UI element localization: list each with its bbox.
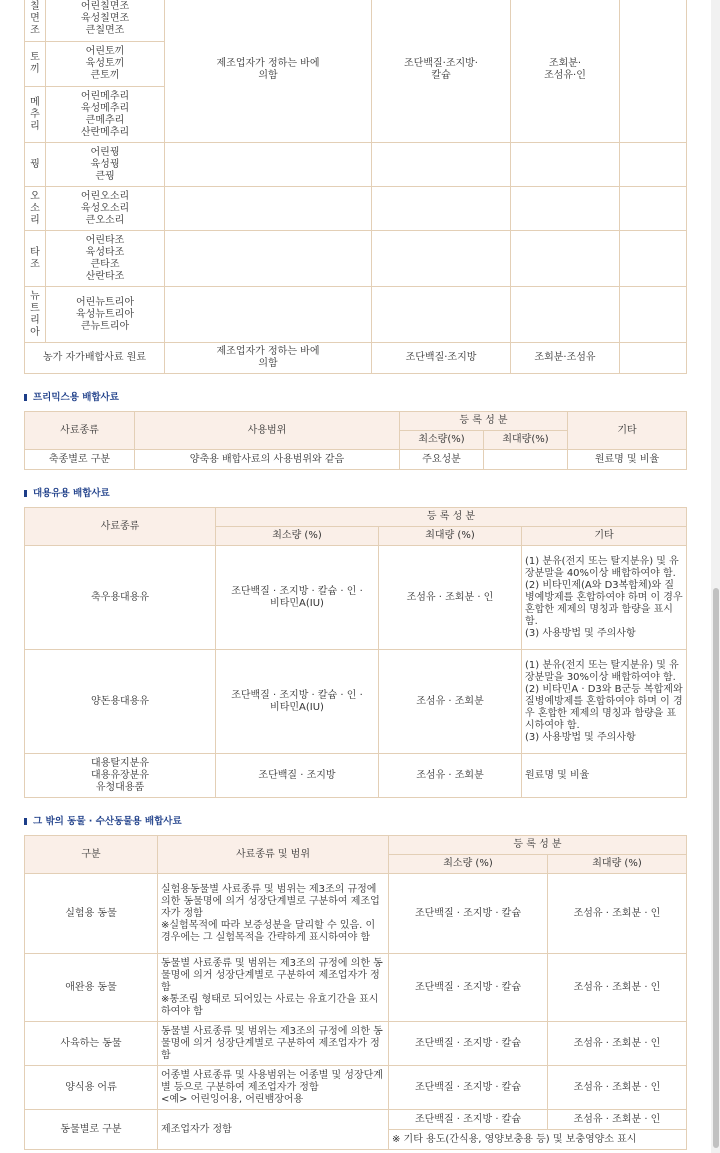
other-cell xyxy=(620,0,687,143)
scrollbar-thumb[interactable] xyxy=(713,588,719,1148)
header-registered: 등 록 성 분 xyxy=(216,508,687,527)
header-min: 최소량(%) xyxy=(400,431,484,450)
bullet-square-icon xyxy=(24,818,27,825)
etc-cell: (1) 분유(전지 또는 탈지분유) 및 유장분말을 30%이상 배합하여야 함. (2) 비타민A · D3와 B군등 복합제와 질병예방제를 혼합하여야 하며 이 경우 혼합한 제제의 명칭과 함량을 표시하여야 함. (3) 사용방법 및 주의사항 xyxy=(522,650,687,754)
header-registered: 등 록 성 분 xyxy=(400,412,568,431)
etc-cell: 원료명 및 비율 xyxy=(568,450,687,470)
division-cell: 애완용 동물 xyxy=(25,954,158,1022)
item-list: 어린칠면조 육성칠면조 큰칠면조 xyxy=(46,0,165,42)
header-type: 사료종류 xyxy=(25,508,216,546)
milk-replacer-table xyxy=(24,507,687,798)
min-cell: 조단백질 · 조지방 · 칼슘 xyxy=(389,1066,548,1110)
header-max: 최대량(%) xyxy=(484,431,568,450)
animal-name: 꿩 xyxy=(25,143,46,187)
max-cell: 조섬유 · 조회분 · 인 xyxy=(379,546,522,650)
table-row xyxy=(25,546,687,650)
item-list: 어린토끼 육성토끼 큰토끼 xyxy=(46,42,165,87)
type-cell: 축종별로 구분 xyxy=(25,450,135,470)
min-cell: 조단백질 · 조지방 · 칼슘 xyxy=(389,1022,548,1066)
min-cell: 조단백질 · 조지방 · 칼슘 · 인 · 비타민A(IU) xyxy=(216,546,379,650)
item-list: 어린뉴트리아 육성뉴트리아 큰뉴트리아 xyxy=(46,287,165,343)
division-cell: 사육하는 동물 xyxy=(25,1022,158,1066)
note-cell: ※ 기타 용도(간식용, 영양보충용 등) 및 보충영양소 표시 xyxy=(389,1130,687,1150)
min-cell: 주요성분 xyxy=(400,450,484,470)
type-cell: 실험용동물별 사료종류 및 범위는 제3조의 규정에 의한 동물명에 의거 성장단계별로 구분하여 제조업자가 정함 ※실험목적에 따라 보증성분을 달리할 수 있음. 이 경우에는 그 실험목적을 간략하게 표시하여야 함 xyxy=(158,874,389,954)
type-cell: 양돈용대용유 xyxy=(25,650,216,754)
max-cell: 조섬유 · 조회분 xyxy=(379,754,522,798)
max-cell: 조섬유 · 조회분 · 인 xyxy=(548,874,687,954)
max-cell: 조섬유 · 조회분 · 인 xyxy=(548,954,687,1022)
bullet-square-icon xyxy=(24,490,27,497)
table-row xyxy=(25,1022,687,1066)
table-row xyxy=(25,187,687,231)
table-row xyxy=(25,650,687,754)
type-cell: 어종별 사료종류 및 사용범위는 어종별 및 성장단계별 등으로 구분하여 제조업자가 정함 <예> 어린잉어용, 어린뱀장어용 xyxy=(158,1066,389,1110)
min-cell: 조단백질 · 조지방 xyxy=(216,754,379,798)
animal-name: 타 조 xyxy=(25,231,46,287)
bullet-square-icon xyxy=(24,394,27,401)
usage-scope: 제조업자가 정하는 바에 의함 xyxy=(165,343,372,374)
etc-cell: (1) 분유(전지 또는 탈지분유) 및 유장분말을 40%이상 배합하여야 함. (2) 비타민제(A와 D3복합체)와 질병예방제를 혼합하여야 하며 이 경우 혼합한 제제의 명칭과 함량을 표시함. (3) 사용방법 및 주의사항 xyxy=(522,546,687,650)
usage-scope: 제조업자가 정하는 바에 의함 xyxy=(165,0,372,143)
table-row xyxy=(25,343,687,374)
min-components: 조단백질·조지방· 칼슘 xyxy=(372,0,511,143)
section-title-other-animals: 그 밖의 동물 · 수산동물용 배합사료 xyxy=(24,814,686,829)
item-list: 어린꿩 육성꿩 큰꿩 xyxy=(46,143,165,187)
division-cell: 실험용 동물 xyxy=(25,874,158,954)
type-cell: 대용탈지분유 대용유장분유 유청대용품 xyxy=(25,754,216,798)
min-cell: 조단백질 · 조지방 · 칼슘 xyxy=(389,954,548,1022)
item-list: 어린타조 육성타조 큰타조 산란타조 xyxy=(46,231,165,287)
animal-name: 토 끼 xyxy=(25,42,46,87)
page-content xyxy=(24,0,686,1150)
animal-name: 메 추 리 xyxy=(25,87,46,143)
min-cell: 조단백질 · 조지방 · 칼슘 xyxy=(389,1110,548,1130)
table-row xyxy=(25,754,687,798)
header-etc: 기타 xyxy=(522,527,687,546)
farm-label: 농가 자가배합사료 원료 xyxy=(25,343,165,374)
min-cell: 조단백질 · 조지방 · 칼슘 xyxy=(389,874,548,954)
header-min: 최소량 (%) xyxy=(389,855,548,874)
section-title-premix: 프리믹스용 배합사료 xyxy=(24,390,686,405)
max-components: 조회분· 조섬유·인 xyxy=(511,0,620,143)
table-row xyxy=(25,1066,687,1110)
max-components: 조회분·조섬유 xyxy=(511,343,620,374)
table-row xyxy=(25,874,687,954)
max-cell: 조섬유 · 조회분 · 인 xyxy=(548,1022,687,1066)
max-cell xyxy=(484,450,568,470)
table-row xyxy=(25,143,687,187)
scope-cell: 양축용 배합사료의 사용범위와 같음 xyxy=(135,450,400,470)
min-components: 조단백질·조지방 xyxy=(372,343,511,374)
header-type: 사료종류 및 범위 xyxy=(158,836,389,874)
table-row xyxy=(25,0,687,42)
item-list: 어린오소리 육성오소리 큰오소리 xyxy=(46,187,165,231)
livestock-table xyxy=(24,0,687,374)
type-cell: 동물별 사료종류 및 범위는 제3조의 규정에 의한 동물명에 의거 성장단계별로 구분하여 제조업자가 정함 ※통조림 형태로 되어있는 사료는 유효기간을 표시하여야 함 xyxy=(158,954,389,1022)
type-cell: 동물별 사료종류 및 범위는 제3조의 규정에 의한 동물명에 의거 성장단계별로 구분하여 제조업자가 정함 xyxy=(158,1022,389,1066)
division-cell: 양식용 어류 xyxy=(25,1066,158,1110)
max-cell: 조섬유 · 조회분 · 인 xyxy=(548,1110,687,1130)
header-type: 사료종류 xyxy=(25,412,135,450)
item-list: 어린메추리 육성메추리 큰메추리 산란메추리 xyxy=(46,87,165,143)
header-min: 최소량 (%) xyxy=(216,527,379,546)
table-row xyxy=(25,231,687,287)
other-animals-table xyxy=(24,835,687,1150)
section-title-milk-replacer: 대용유용 배합사료 xyxy=(24,486,686,501)
header-max: 최대량 (%) xyxy=(548,855,687,874)
table-row xyxy=(25,1110,687,1130)
division-cell: 동물별로 구분 xyxy=(25,1110,158,1150)
max-cell: 조섬유 · 조회분 · 인 xyxy=(548,1066,687,1110)
premix-table xyxy=(24,411,687,470)
min-cell: 조단백질 · 조지방 · 칼슘 · 인 · 비타민A(IU) xyxy=(216,650,379,754)
header-etc: 기타 xyxy=(568,412,687,450)
table-row xyxy=(25,450,687,470)
table-row xyxy=(25,287,687,343)
animal-name: 오 소 리 xyxy=(25,187,46,231)
type-cell: 제조업자가 정함 xyxy=(158,1110,389,1150)
etc-cell: 원료명 및 비율 xyxy=(522,754,687,798)
table-row xyxy=(25,954,687,1022)
max-cell: 조섬유 · 조회분 xyxy=(379,650,522,754)
animal-name: 뉴 트 리 아 xyxy=(25,287,46,343)
header-registered: 등 록 성 분 xyxy=(389,836,687,855)
scrollbar[interactable] xyxy=(711,0,720,1153)
header-division: 구분 xyxy=(25,836,158,874)
header-scope: 사용범위 xyxy=(135,412,400,450)
type-cell: 축우용대용유 xyxy=(25,546,216,650)
animal-name: 칠 면 조 xyxy=(25,0,46,42)
header-max: 최대량 (%) xyxy=(379,527,522,546)
